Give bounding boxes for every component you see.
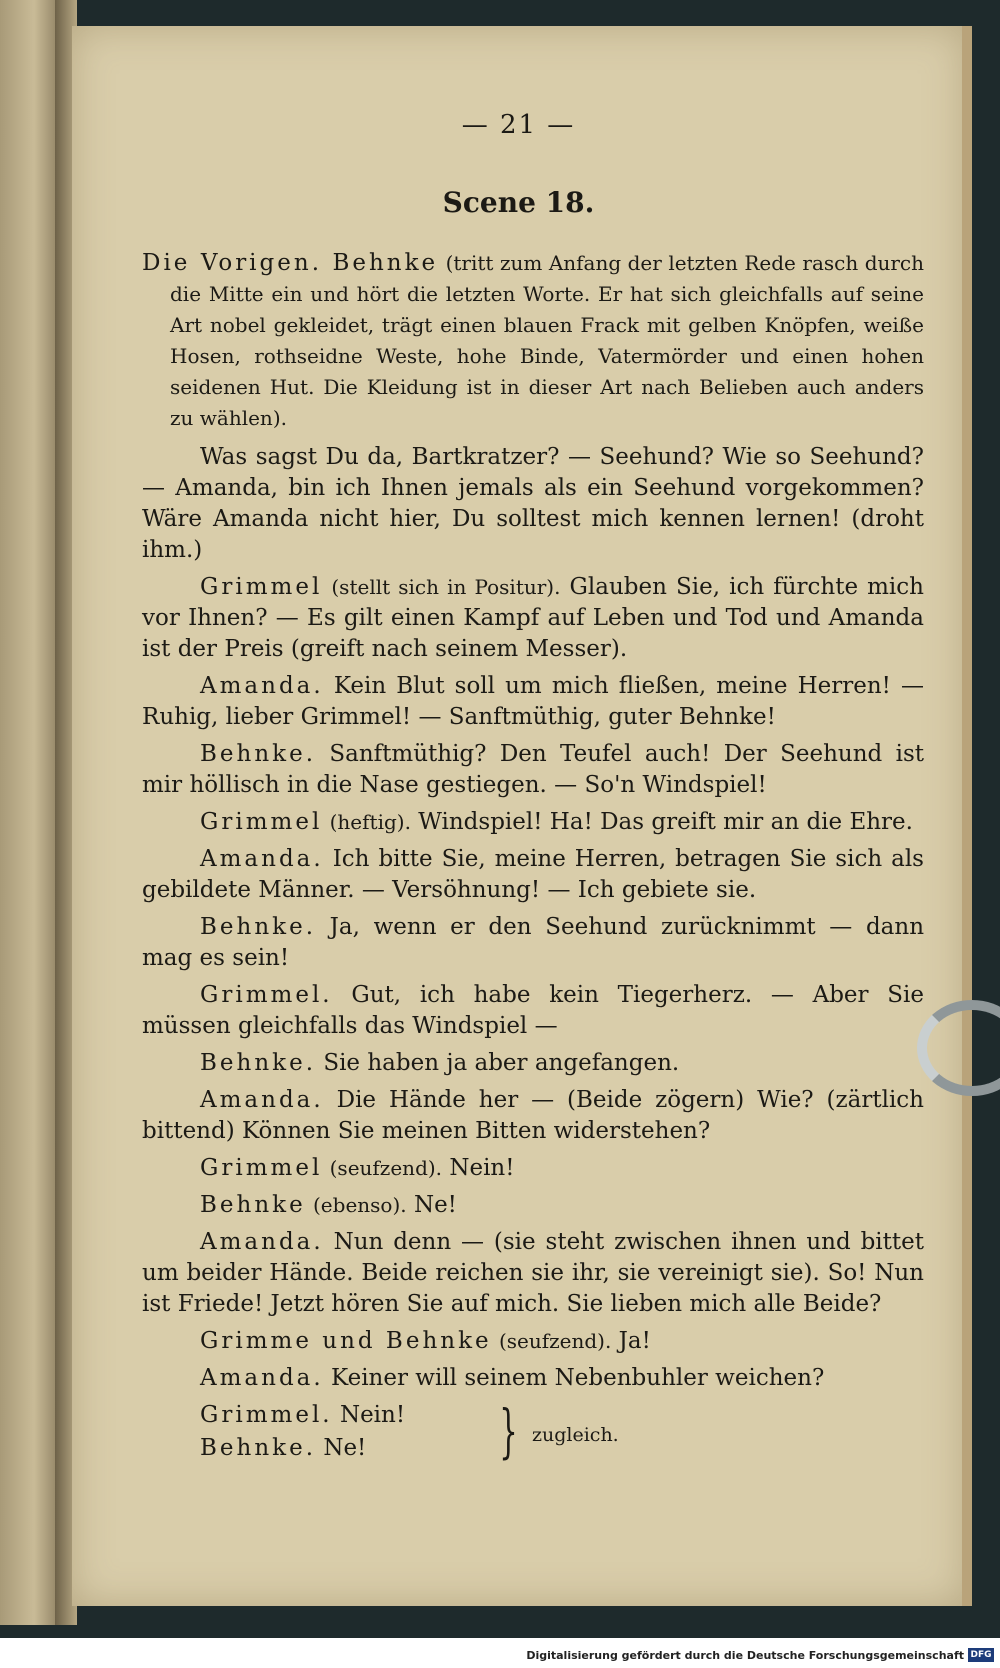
line-text: Ja, wenn er den Seehund zurücknimmt — dann mag es sein! [142,914,925,971]
speaker-name: Behnke. [200,1435,316,1461]
dialogue-line [142,671,924,733]
stage-direction-inline: (ebenso). [313,1193,407,1217]
dialogue-line [142,739,924,801]
line-text: Gut, ich habe kein Tiegerherz. — Aber Sie müssen gleichfalls das Windspiel — [142,982,924,1039]
speaker-name: Amanda. [200,1229,324,1255]
stage-speaker: Die Vorigen. Behnke [142,250,439,276]
stage-direction-inline: (seufzend). [498,1329,612,1353]
line-text: Nein! [449,1155,515,1181]
dialogue [142,442,924,1394]
line-text: Windspiel! Ha! Das greift mir an die Ehre. [418,809,913,835]
line-text: Ich bitte Sie, meine Herren, betragen Sie sich als gebildete Männer. — Versöhnung! — Ich gebiete sie. [142,846,924,903]
line-text: Keiner will seinem Nebenbuhler weichen? [331,1365,825,1391]
simultaneous-lines [142,1397,924,1466]
speaker-name: Amanda. [200,846,324,872]
dialogue-line [142,1326,924,1357]
speaker-name: Behnke [200,1192,306,1218]
speaker-name: Grimmel [200,574,323,600]
dialogue-line [142,1085,924,1147]
line-text: Ne! [323,1435,367,1461]
stage-text: (tritt zum Anfang der letzten Rede rasch durch die Mitte ein und hört die letzten Worte. Er hat sich gleichfalls auf seine Art nobel gekleidet, trägt einen blauen Frack mit gelben Knöpfen, weiße Hosen, rothseidne Weste, hohe Binde, Vatermörder und einen hohen seidenen Hut. Die Kleidung ist in dieser Art nach Belieben auch anders zu wählen). [170,251,925,430]
line-text: Ja! [618,1328,651,1354]
speaker-name: Behnke. [200,741,316,767]
speaker-name: Amanda. [200,1365,324,1391]
dialogue-line [142,1227,924,1320]
dialogue-line [142,1363,924,1394]
line-text: Sanftmüthig? Den Teufel auch! Der Seehund ist mir höllisch in die Nase gestiegen. — So'n Windspiel! [142,741,924,798]
footer-bar [0,1638,1000,1668]
speaker-name: Behnke. [200,914,316,940]
line-text: Sie haben ja aber angefangen. [323,1050,680,1076]
dialogue-line [142,1048,924,1079]
together-label: zugleich. [532,1424,619,1446]
brace-icon: } [499,1397,518,1465]
page-number: — 21 — [461,110,576,140]
speaker-name: Grimmel. [200,982,333,1008]
speaker-name: Amanda. [200,1087,324,1113]
dialogue-line [142,1190,924,1221]
dialogue-line [142,844,924,906]
stage-direction [142,248,924,434]
stage-direction-inline: (seufzend). [329,1156,443,1180]
line-text: Nun denn — (sie steht zwischen ihnen und bittet um beider Hände. Beide reichen sie ihr, sie vereinigt sie). So! Nun ist Friede! Jetzt hören Sie auf mich. Sie lieben mich alle Beide? [142,1229,924,1317]
left-page-edge [0,0,62,1625]
dialogue-line [142,912,924,974]
speaker-name: Amanda. [200,673,324,699]
speaker-name: Grimme und Behnke [200,1328,492,1354]
dialogue-line [142,807,924,838]
speaker-name: Grimmel [200,809,323,835]
page-edge [962,26,972,1606]
speaker-name: Grimmel. [200,1402,333,1428]
stage-direction-inline: (heftig). [329,810,411,834]
stage-direction-inline: (stellt sich in Positur). [331,575,561,599]
funding-credit: Digitalisierung gefördert durch die Deutsche Forschungsgemeinschaft [526,1649,964,1662]
line-text: Ne! [413,1192,457,1218]
book-page [72,26,965,1606]
line-text: Glauben Sie, ich fürchte mich vor Ihnen? — Es gilt einen Kampf auf Leben und Tod und Amanda ist der Preis (greift nach seinem Messer). [142,574,924,662]
dialogue-line [142,980,924,1042]
line-text: Kein Blut soll um mich fließen, meine Herren! — Ruhig, lieber Grimmel! — Sanftmüthig, guter Behnke! [142,673,925,730]
dialogue-line [142,442,924,566]
line-text: Was sagst Du da, Bartkratzer? — Seehund? Wie so Seehund? — Amanda, bin ich Ihnen jemals als ein Seehund vorgekommen? Wäre Amanda nicht hier, Du solltest mich kennen lernen! (droht ihm.) [142,444,924,563]
dialogue-line [142,1153,924,1184]
dialogue-line [142,572,924,665]
page-body [142,248,924,1466]
dfg-logo: DFG [968,1648,994,1662]
speaker-name: Behnke. [200,1050,316,1076]
scene-title: Scene 18. [442,186,595,219]
speaker-name: Grimmel [200,1155,323,1181]
line-text: Die Hände her — (Beide zögern) Wie? (zärtlich bittend) Können Sie meinen Bitten widerstehen? [142,1087,924,1144]
line-text: Nein! [339,1402,406,1428]
